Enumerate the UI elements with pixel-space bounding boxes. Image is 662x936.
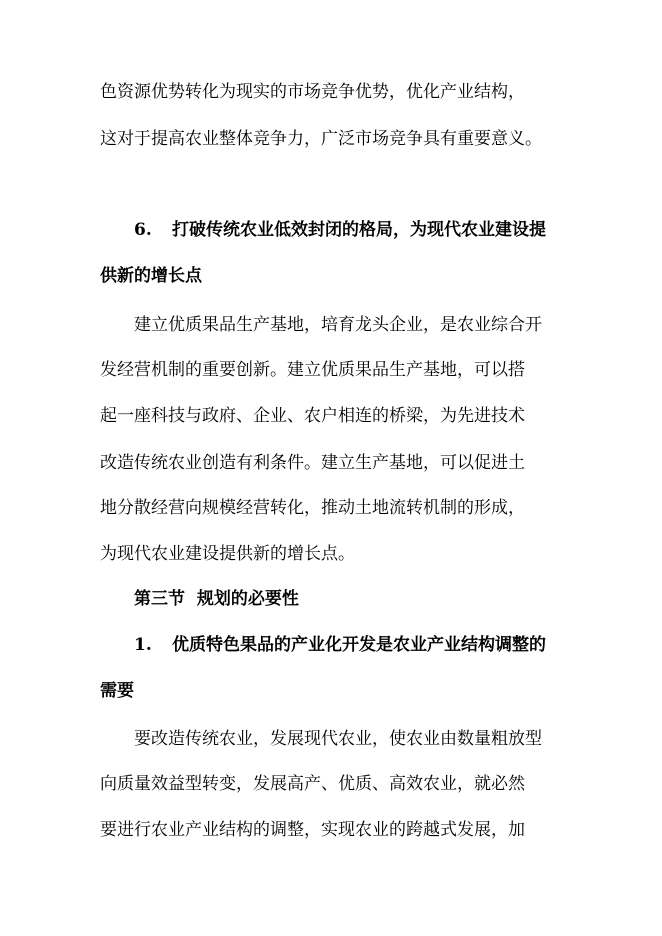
paragraph-line: 这对于提高农业整体竞争力，广泛市场竞争具有重要意义。 <box>100 129 542 149</box>
paragraph-line: 发经营机制的重要创新。建立优质果品生产基地，可以搭 <box>100 360 525 380</box>
paragraph-line: 地分散经营向规模经营转化，推动土地流转机制的形成， <box>100 498 525 518</box>
paragraph-line: 建立优质果品生产基地，培育龙头企业，是农业综合开 <box>134 315 542 335</box>
paragraph-line: 要改造传统农业，发展现代农业，使农业由数量粗放型 <box>134 729 542 749</box>
section-title: 第三节 规划的必要性 <box>134 589 299 609</box>
paragraph-line: 改造传统农业创造有利条件。建立生产基地，可以促进土 <box>100 453 525 473</box>
subheading-1 <box>0 633 662 657</box>
paragraph-line: 起一座科技与政府、企业、农户相连的桥梁，为先进技术 <box>100 406 525 426</box>
subheading-text: 优质特色果品的产业化开发是农业产业结构调整的 <box>172 635 546 655</box>
paragraph-line: 要进行农业产业结构的调整，实现农业的跨越式发展，加 <box>100 820 525 840</box>
paragraph-line: 为现代农业建设提供新的增长点。 <box>100 544 355 564</box>
paragraph-line: 色资源优势转化为现实的市场竞争优势，优化产业结构， <box>100 82 525 102</box>
subheading-6 <box>0 218 662 242</box>
subheading-continuation: 需要 <box>100 681 134 701</box>
subheading-text: 打破传统农业低效封闭的格局，为现代农业建设提 <box>172 220 546 240</box>
paragraph-line: 向质量效益型转变，发展高产、优质、高效农业，就必然 <box>100 774 525 794</box>
subheading-continuation: 供新的增长点 <box>100 266 202 286</box>
subheading-number: 6. <box>134 220 152 240</box>
subheading-number: 1. <box>134 635 152 655</box>
